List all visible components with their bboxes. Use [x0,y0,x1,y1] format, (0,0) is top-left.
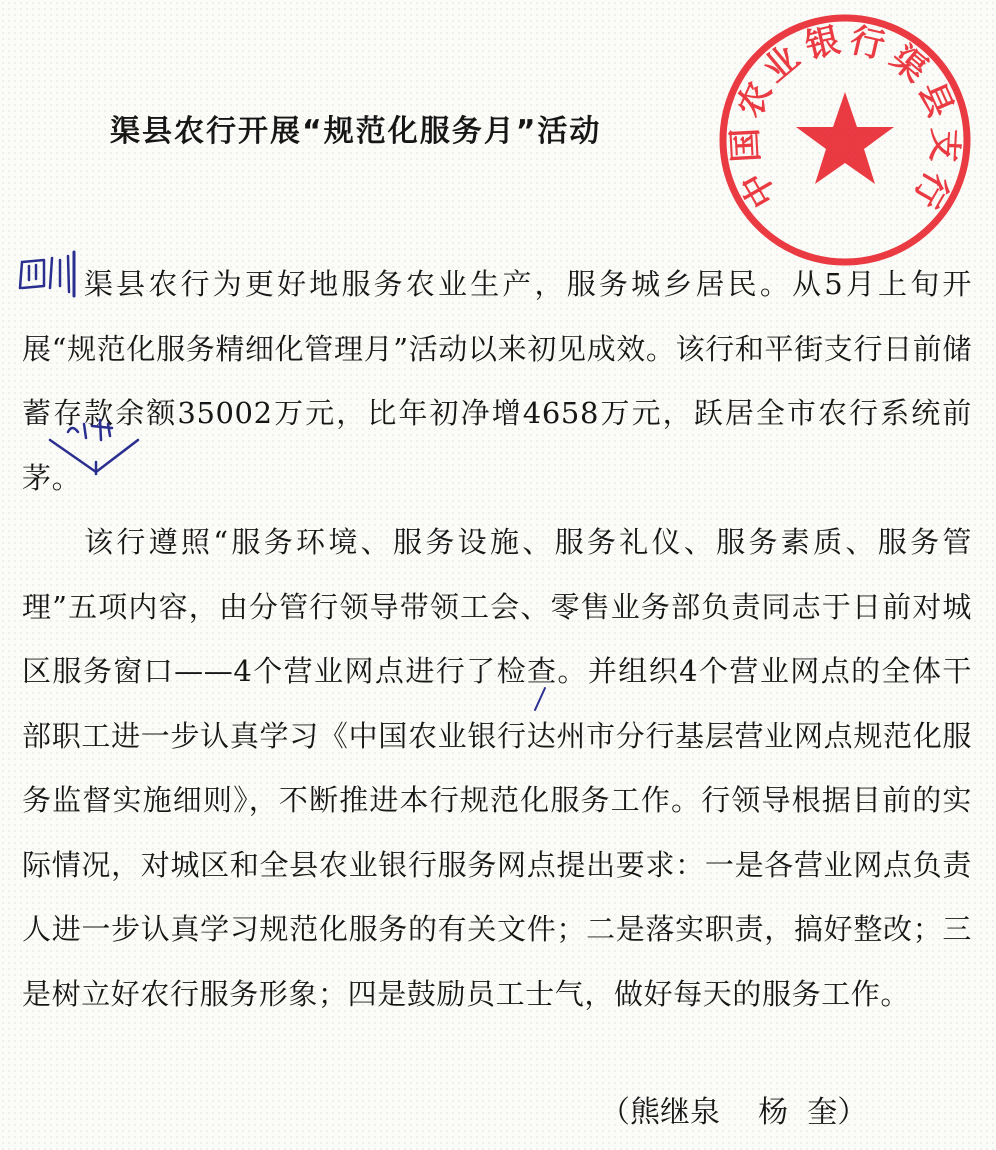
official-seal-stamp [700,0,990,290]
svg-text:业: 业 [755,37,808,91]
svg-text:行: 行 [904,164,957,215]
seal-star-icon [796,92,894,184]
svg-text:银: 银 [801,20,844,67]
svg-text:行: 行 [846,20,889,67]
svg-text:县: 县 [910,76,961,124]
paragraph-1: 渠县农行为更好地服务农业生产，服务城乡居民。从5月上旬开展“规范化服务精细化管理月”活动以来初见成效。该行和平街支行日前储蓄存款余额35002万元，比年初净增4658万元，跃居全市农行系统前茅。 [22,267,972,495]
svg-text:支: 支 [923,127,965,164]
svg-text:农: 农 [729,76,780,124]
svg-text:国: 国 [725,127,767,164]
author-byline: （熊继泉 杨 奎） [600,1095,868,1130]
article-body [22,252,972,1026]
article-title: 渠县农行开展“规范化服务月”活动 [110,114,602,149]
paragraph-2: 该行遵照“服务环境、服务设施、服务礼仪、服务素质、服务管理”五项内容，由分管行领导带领工会、零售业务部负责同志于日前对城区服务窗口——4个营业网点进行了检查。并组织4个营业网点的全体干部职工进一步认真学习《中国农业银行达州市分行基层营业网点规范化服务监督实施细则》，不断推进本行规范化服务工作。行领导根据目前的实际情况，对城区和全县农业银行服务网点提出要求：一是各营业网点负责人进一步认真学习规范化服务的有关文件；二是落实职责，搞好整改；三是树立好农行服务形象；四是鼓励员工士气，做好每天的服务工作。 [22,525,972,1011]
svg-text:渠: 渠 [882,37,935,91]
svg-text:中: 中 [733,164,786,215]
